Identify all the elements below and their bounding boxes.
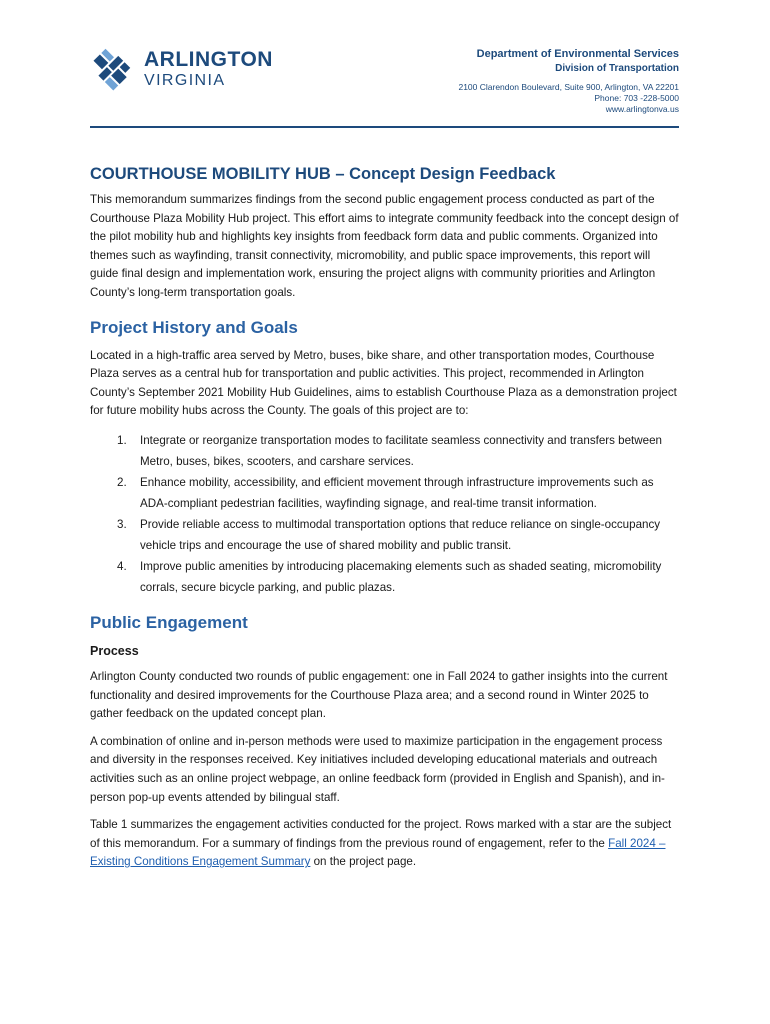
history-heading: Project History and Goals [90, 317, 298, 337]
engagement-paragraph-2: A combination of online and in-person methods were used to maximize participation in the engagement process and diversity in the responses received. Key initiatives included developing educational materials and outreach activities such as an online project webpage, an online feedback form (provided in English and Spanish), and in-person pop-up events attended by bilingual staff. [90, 734, 665, 804]
goal-number: 4. [117, 559, 127, 573]
goals-list [90, 430, 680, 598]
goal-number: 3. [117, 517, 127, 531]
arlington-diamond-icon [90, 46, 138, 94]
logo-subtitle: VIRGINIA [144, 72, 226, 89]
goal-text: Integrate or reorganize transportation modes to facilitate seamless connectivity and transfers between Metro, buses, bikes, scooters, and carshare services. [140, 433, 662, 468]
goal-text: Improve public amenities by introducing placemaking elements such as shaded seating, micromobility corrals, secure bicycle parking, and public plazas. [140, 559, 662, 594]
engagement-heading: Public Engagement [90, 612, 248, 632]
goal-text: Provide reliable access to multimodal transportation options that reduce reliance on single-occupancy vehicle trips and encourage the use of shared mobility and public transit. [140, 517, 661, 552]
list-item [90, 514, 680, 556]
process-subheading: Process [90, 643, 139, 658]
logo-name: ARLINGTON [144, 48, 273, 71]
p3-text-before: Table 1 summarizes the engagement activities conducted for the project. Rows marked with a star are the subject of this memorandum. For a summary of findings from the previous round of engagement, refer to the [90, 818, 672, 850]
p3-text-after: on the project page. [310, 855, 417, 869]
header-divider [90, 126, 679, 128]
division-name: Division of Transportation [555, 63, 679, 74]
department-block [349, 48, 679, 115]
engagement-paragraph-1: Arlington County conducted two rounds of public engagement: one in Fall 2024 to gather insights into the current functionality and desired improvements for the Courthouse Plaza area; and a second round in Winter 2025 to gather feedback on the updated concept plan. [90, 669, 668, 721]
arlington-logo[interactable] [90, 46, 290, 94]
engagement-paragraph-3 [90, 816, 680, 872]
memo-title: COURTHOUSE MOBILITY HUB – Concept Design Feedback [90, 165, 556, 183]
goal-number: 1. [117, 433, 127, 447]
website-line: www.arlingtonva.us [605, 104, 679, 114]
list-item [90, 556, 680, 598]
goal-number: 2. [117, 475, 127, 489]
history-paragraph: Located in a high-traffic area served by Metro, buses, bike share, and other transportation modes, Courthouse Plaza serves as a central hub for transportation and public activities. This project, recommended in Arlington County’s September 2021 Mobility Hub Guidelines, aims to establish Courthouse Plaza as a demonstration project for future mobility hubs across the County. The goals of this project are to: [90, 348, 677, 418]
phone-line: Phone: 703 -228-5000 [594, 93, 679, 103]
list-item [90, 472, 680, 514]
memo-body [90, 163, 680, 872]
address-line: 2100 Clarendon Boulevard, Suite 900, Arlington, VA 22201 [458, 82, 679, 92]
goal-text: Enhance mobility, accessibility, and efficient movement through infrastructure improvements such as ADA-compliant pedestrian facilities, wayfinding signage, and real-time transit information. [140, 475, 654, 510]
department-name: Department of Environmental Services [476, 48, 679, 60]
fall-2024-summary-link[interactable]: Fall 2024 – Existing Conditions Engagement Summary [90, 836, 666, 869]
list-item [90, 430, 680, 472]
intro-paragraph: This memorandum summarizes findings from the second public engagement process conducted as part of the Courthouse Plaza Mobility Hub project. This effort aims to integrate community feedback into the concept design of the pilot mobility hub and highlights key insights from feedback form data and public comments. Organized into themes such as wayfinding, transit connectivity, micromobility, and public space improvements, this report will guide final design and implementation work, ensuring the project aligns with community priorities and Arlington County’s long-term transportation goals. [90, 193, 679, 299]
